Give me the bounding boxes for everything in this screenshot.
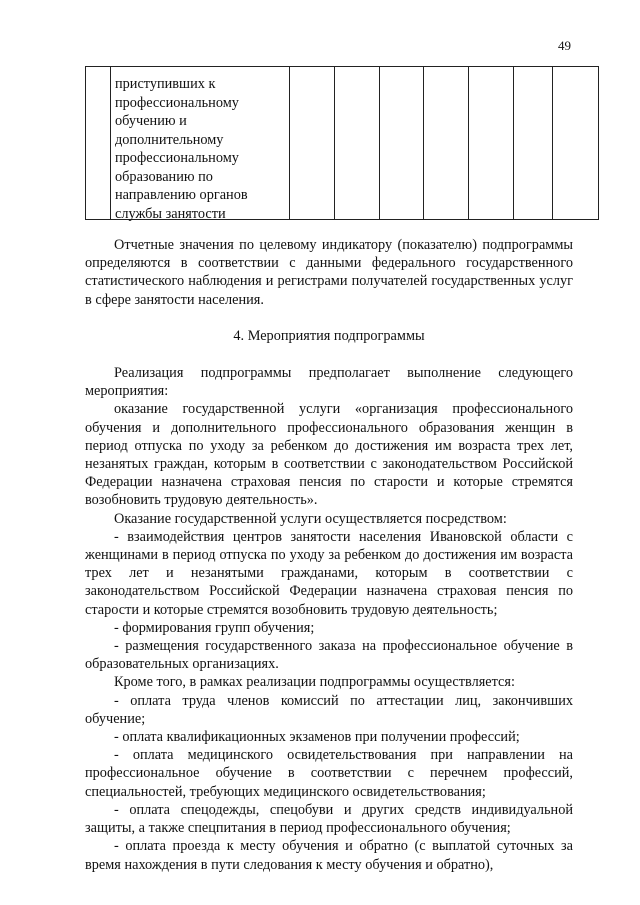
list-item: - размещения государственного заказа на профессиональное обучение в образовательных организациях.: [85, 638, 573, 673]
paragraph: Оказание государственной услуги осуществляется посредством:: [114, 510, 507, 527]
list-item: - оплата труда членов комиссий по аттестации лиц, закончивших обучение;: [85, 692, 573, 727]
table-cell-value: [290, 67, 335, 220]
table-cell-value: [553, 67, 599, 220]
table-cell-value: [424, 67, 469, 220]
list-item: - оплата медицинского освидетельствования при направлении на профессиональное обучение в соответствии с перечнем профессий, специальностей, требующих медицинского освидетельствования;: [85, 747, 573, 800]
table-cell-value: [380, 67, 424, 220]
paragraph: Отчетные значения по целевому индикатору (показателю) подпрограммы определяются в соответствии с данными федерального государственного статистического наблюдения и регистрами получателей государственных услуг в сфере занятости населения.: [85, 237, 573, 308]
document-body: [85, 236, 573, 874]
list-item: - оплата спецодежды, спецобуви и других средств индивидуальной защиты, а также спецпитания в период профессионального обучения;: [85, 801, 573, 837]
list-item: - оплата квалификационных экзаменов при получении профессий;: [114, 729, 520, 746]
section-heading: 4. Мероприятия подпрограммы: [233, 327, 425, 344]
paragraph: Кроме того, в рамках реализации подпрограммы осуществляется:: [114, 674, 515, 691]
list-item: - взаимодействия центров занятости населения Ивановской области с женщинами в период отпуска по уходу за ребенком до достижения им возраста трех лет и незанятыми гражданами, которым в соответствии с законодательством Российской Федерации назначена страховая пенсия по старости и которые стремятся возобновить трудовую деятельность;: [85, 528, 573, 618]
table-cell-indicator: [111, 67, 290, 220]
paragraph: Реализация подпрограммы предполагает выполнение следующего мероприятия:: [85, 365, 573, 400]
continuation-table: [85, 66, 599, 220]
table-cell-number: [86, 67, 111, 220]
page-number: 49: [558, 38, 571, 53]
table-cell-value: [335, 67, 380, 220]
table-cell-value: [514, 67, 553, 220]
table-cell-value: [469, 67, 514, 220]
paragraph: оказание государственной услуги «организация профессионального обучения и дополнительного профессионального образования женщин в период отпуска по уходу за ребенком до достижения им возраста трех лет, незанятых граждан, которым в соответствии с законодательством Российской Федерации назначена страховая пенсия по старости и которые стремятся возобновить трудовую деятельность».: [85, 401, 573, 509]
indicator-text: приступивших к профессиональному обучению и дополнительному профессиональному образованию по направлению органов службы занятости: [115, 76, 248, 222]
list-item: - формирования групп обучения;: [114, 619, 315, 636]
list-item: - оплата проезда к месту обучения и обратно (с выплатой суточных за время нахождения в пути следования к месту обучения и обратно),: [85, 838, 573, 873]
table-row: [86, 67, 599, 220]
